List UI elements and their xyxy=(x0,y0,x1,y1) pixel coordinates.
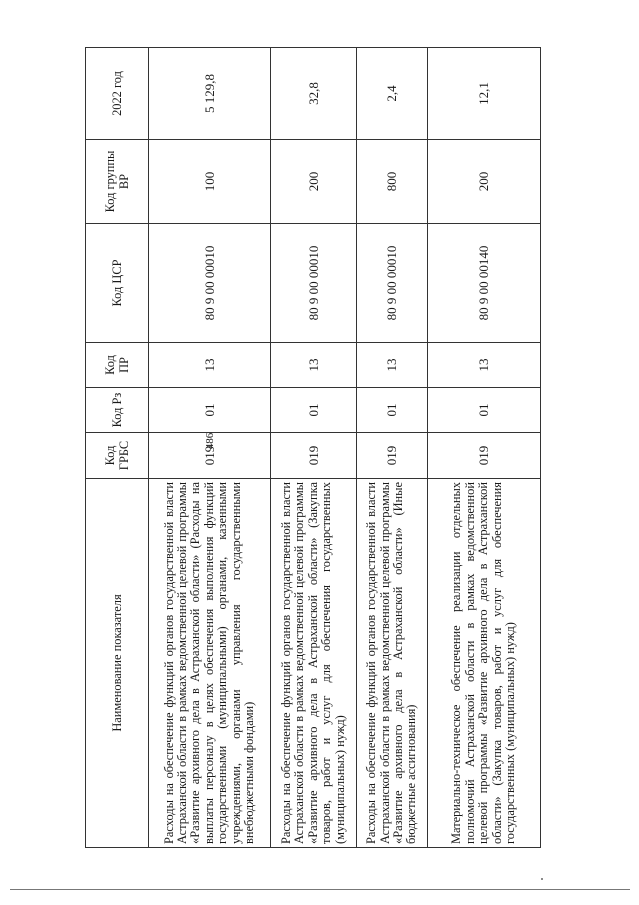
cell-vr: 200 xyxy=(271,140,357,224)
cell-amount: 2,4 xyxy=(357,48,428,140)
rotated-table-wrapper xyxy=(85,48,540,848)
cell-name: Расходы на обеспечение функций органов государственной власти Астраханской области в рамках ведомственной целевой программы «Развитие архивного дела в Астраханской области» (Иные бюджетные ассигнования) xyxy=(357,479,428,848)
cell-pr: 13 xyxy=(149,343,271,388)
header-pr: Код ПР xyxy=(86,343,149,388)
header-grbs: Код ГРБС xyxy=(86,433,149,479)
cell-rz: 01 xyxy=(428,388,541,433)
cell-name: Материально-техническое обеспечение реализации отдельных полномочий Астраханской области в рамках ведомственной целевой программы «Развитие архивного дела в Астраханской области» (Закупка товаров, работ и услуг для обеспечения государственных (муниципальных) нужд) xyxy=(428,479,541,848)
cell-grbs: 019 xyxy=(428,433,541,479)
header-csr: Код ЦСР xyxy=(86,224,149,343)
cell-amount: 32,8 xyxy=(271,48,357,140)
budget-table xyxy=(85,47,541,848)
cell-rz: 01 xyxy=(357,388,428,433)
cell-amount: 12,1 xyxy=(428,48,541,140)
cell-csr: 80 9 00 00010 xyxy=(271,224,357,343)
header-name: Наименование показателя xyxy=(86,479,149,848)
table-row xyxy=(357,48,428,848)
cell-grbs: 019 xyxy=(271,433,357,479)
cell-vr: 200 xyxy=(428,140,541,224)
header-rz: Код Рз xyxy=(86,388,149,433)
cell-pr: 13 xyxy=(428,343,541,388)
cell-amount: 5 129,8 xyxy=(149,48,271,140)
scan-speck xyxy=(541,878,543,880)
cell-csr: 80 9 00 00010 xyxy=(357,224,428,343)
cell-rz: 01 xyxy=(149,388,271,433)
header-year: 2022 год xyxy=(86,48,149,140)
cell-pr: 13 xyxy=(357,343,428,388)
cell-pr: 13 xyxy=(271,343,357,388)
cell-vr: 800 xyxy=(357,140,428,224)
table-row xyxy=(271,48,357,848)
cell-name: Расходы на обеспечение функций органов государственной власти Астраханской области в рамках ведомственной целевой программы «Развитие архивного дела в Астраханской области» (Расходы на выплаты персоналу в целях обеспечения выполнения функций государственными (муниципальными) органами, казенными учреждениями, органами управления государственными внебюджетными фондами) xyxy=(149,479,271,848)
cell-grbs: 019 xyxy=(149,433,271,479)
cell-name: Расходы на обеспечение функций органов государственной власти Астраханской области в рамках ведомственной целевой программы «Развитие архивного дела в Астраханской области» (Закупка товаров, работ и услуг для обеспечения государственных (муниципальных) нужд) xyxy=(271,479,357,848)
header-row xyxy=(86,48,149,848)
table-row xyxy=(428,48,541,848)
cell-grbs: 019 xyxy=(357,433,428,479)
header-vr: Код группы ВР xyxy=(86,140,149,224)
cell-vr: 100 xyxy=(149,140,271,224)
table-row xyxy=(149,48,271,848)
cell-rz: 01 xyxy=(271,388,357,433)
page-number: 486 xyxy=(204,432,216,450)
cell-csr: 80 9 00 00140 xyxy=(428,224,541,343)
page-bottom-rule xyxy=(10,889,630,890)
cell-csr: 80 9 00 00010 xyxy=(149,224,271,343)
